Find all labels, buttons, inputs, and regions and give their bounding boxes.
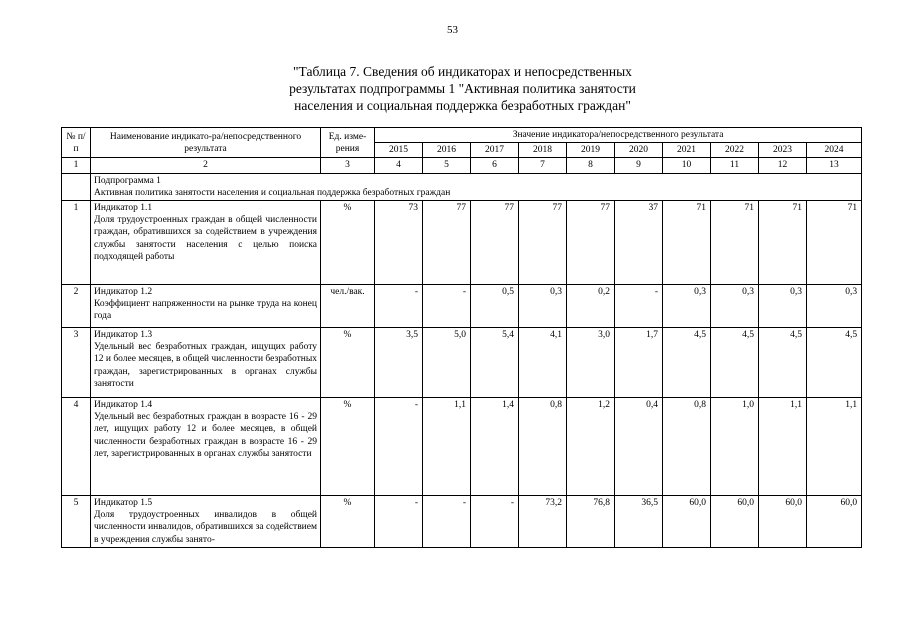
value-cell: 3,0 — [567, 328, 615, 398]
subprogram-empty-cell — [62, 173, 91, 200]
value-cell: 0,8 — [663, 398, 711, 496]
unit-cell: % — [321, 398, 375, 496]
value-cell: 0,3 — [519, 285, 567, 328]
value-cell: - — [423, 496, 471, 548]
value-cell: 1,4 — [471, 398, 519, 496]
header-year: 2019 — [567, 143, 615, 158]
value-cell: 73 — [375, 201, 423, 285]
value-cell: - — [375, 285, 423, 328]
row-number: 4 — [62, 398, 91, 496]
value-cell: 60,0 — [663, 496, 711, 548]
indicator-name-cell — [91, 328, 321, 398]
indicator-description: Удельный вес безработных граждан в возрасте 16 - 29 лет, ищущих работу 12 и более месяцев, в общей численности безработных граждан в возрасте 16 - 29 лет, зарегистрированных в органах службы занятости — [94, 412, 317, 459]
table-row — [62, 201, 862, 285]
indicator-description: Доля трудоустроенных инвалидов в общей численности инвалидов, обратившихся за содействием в учреждения службы занято- — [94, 510, 317, 545]
subprogram-title: Активная политика занятости населения и социальная поддержка безработных граждан — [94, 187, 451, 198]
value-cell: 76,8 — [567, 496, 615, 548]
indicator-title: Индикатор 1.2 — [94, 287, 153, 298]
header-year: 2017 — [471, 143, 519, 158]
value-cell: 71 — [663, 201, 711, 285]
indicator-title: Индикатор 1.3 — [94, 330, 153, 341]
title-line: результатах подпрограммы 1 "Активная политика занятости — [289, 81, 636, 96]
subprogram-cell — [91, 173, 862, 200]
indicators-table — [61, 127, 862, 548]
header-year: 2024 — [807, 143, 862, 158]
indicator-description: Удельный вес безработных граждан, ищущих работу 12 и более месяцев, в общей численности безработных граждан, зарегистрированных в органах службы занятости — [94, 342, 317, 389]
value-cell: 5,0 — [423, 328, 471, 398]
unit-cell: % — [321, 201, 375, 285]
value-cell: 1,1 — [423, 398, 471, 496]
value-cell: 0,2 — [567, 285, 615, 328]
value-cell: 73,2 — [519, 496, 567, 548]
header-year: 2023 — [759, 143, 807, 158]
header-year: 2015 — [375, 143, 423, 158]
value-cell: 1,1 — [759, 398, 807, 496]
indicator-title: Индикатор 1.4 — [94, 400, 153, 411]
index-cell: 9 — [615, 158, 663, 173]
index-cell: 11 — [711, 158, 759, 173]
value-cell: 0,3 — [663, 285, 711, 328]
index-cell: 5 — [423, 158, 471, 173]
value-cell: 0,3 — [711, 285, 759, 328]
index-cell: 3 — [321, 158, 375, 173]
indicator-title: Индикатор 1.1 — [94, 203, 153, 214]
value-cell: 77 — [423, 201, 471, 285]
value-cell: 1,7 — [615, 328, 663, 398]
value-cell: 4,1 — [519, 328, 567, 398]
index-cell: 8 — [567, 158, 615, 173]
value-cell: 60,0 — [711, 496, 759, 548]
value-cell: 4,5 — [807, 328, 862, 398]
value-cell: 77 — [471, 201, 519, 285]
unit-cell: чел./вак. — [321, 285, 375, 328]
value-cell: - — [423, 285, 471, 328]
header-unit: Ед. изме-рения — [321, 128, 375, 158]
header-year: 2020 — [615, 143, 663, 158]
index-cell: 7 — [519, 158, 567, 173]
value-cell: - — [375, 496, 423, 548]
value-cell: 71 — [807, 201, 862, 285]
header-value-group: Значение индикатора/непосредственного результата — [375, 128, 862, 143]
indicator-name-cell — [91, 398, 321, 496]
header-year: 2016 — [423, 143, 471, 158]
value-cell: 36,5 — [615, 496, 663, 548]
subprogram-label: Подпрограмма 1 — [94, 175, 161, 186]
index-cell: 13 — [807, 158, 862, 173]
value-cell: - — [471, 496, 519, 548]
value-cell: 71 — [711, 201, 759, 285]
value-cell: 4,5 — [711, 328, 759, 398]
value-cell: 1,1 — [807, 398, 862, 496]
header-year: 2022 — [711, 143, 759, 158]
value-cell: 0,5 — [471, 285, 519, 328]
column-index-row — [62, 158, 862, 173]
subprogram-row — [62, 173, 862, 200]
index-cell: 10 — [663, 158, 711, 173]
value-cell: 71 — [759, 201, 807, 285]
table-title — [190, 63, 735, 114]
table-row — [62, 285, 862, 328]
indicator-title: Индикатор 1.5 — [94, 498, 153, 509]
title-line: населения и социальная поддержка безработных граждан" — [294, 98, 631, 113]
value-cell: 60,0 — [807, 496, 862, 548]
index-cell: 1 — [62, 158, 91, 173]
header-name: Наименование индикато-ра/непосредственного результата — [91, 128, 321, 158]
value-cell: 1,2 — [567, 398, 615, 496]
index-cell: 2 — [91, 158, 321, 173]
value-cell: 77 — [519, 201, 567, 285]
value-cell: - — [375, 398, 423, 496]
unit-cell: % — [321, 496, 375, 548]
header-year: 2018 — [519, 143, 567, 158]
value-cell: 77 — [567, 201, 615, 285]
indicator-name-cell — [91, 285, 321, 328]
value-cell: 37 — [615, 201, 663, 285]
index-cell: 6 — [471, 158, 519, 173]
value-cell: 3,5 — [375, 328, 423, 398]
row-number: 5 — [62, 496, 91, 548]
row-number: 3 — [62, 328, 91, 398]
header-no: № п/п — [62, 128, 91, 158]
index-cell: 12 — [759, 158, 807, 173]
page-number: 53 — [447, 24, 458, 36]
value-cell: 60,0 — [759, 496, 807, 548]
header-year: 2021 — [663, 143, 711, 158]
title-line: "Таблица 7. Сведения об индикаторах и непосредственных — [293, 64, 632, 79]
indicator-name-cell — [91, 496, 321, 548]
indicator-description: Доля трудоустроенных граждан в общей численности граждан, обратившихся за содействием в учреждения службы занятости населения с целью поиска подходящей работы — [94, 215, 317, 262]
unit-cell: % — [321, 328, 375, 398]
row-number: 2 — [62, 285, 91, 328]
table-row — [62, 496, 862, 548]
value-cell: 0,3 — [807, 285, 862, 328]
table-row — [62, 328, 862, 398]
value-cell: 0,4 — [615, 398, 663, 496]
value-cell: 0,8 — [519, 398, 567, 496]
value-cell: 5,4 — [471, 328, 519, 398]
value-cell: 1,0 — [711, 398, 759, 496]
value-cell: 4,5 — [663, 328, 711, 398]
indicator-description: Коэффициент напряженности на рынке труда на конец года — [94, 299, 317, 322]
value-cell: - — [615, 285, 663, 328]
row-number: 1 — [62, 201, 91, 285]
index-cell: 4 — [375, 158, 423, 173]
table-row — [62, 398, 862, 496]
indicator-name-cell — [91, 201, 321, 285]
value-cell: 0,3 — [759, 285, 807, 328]
value-cell: 4,5 — [759, 328, 807, 398]
